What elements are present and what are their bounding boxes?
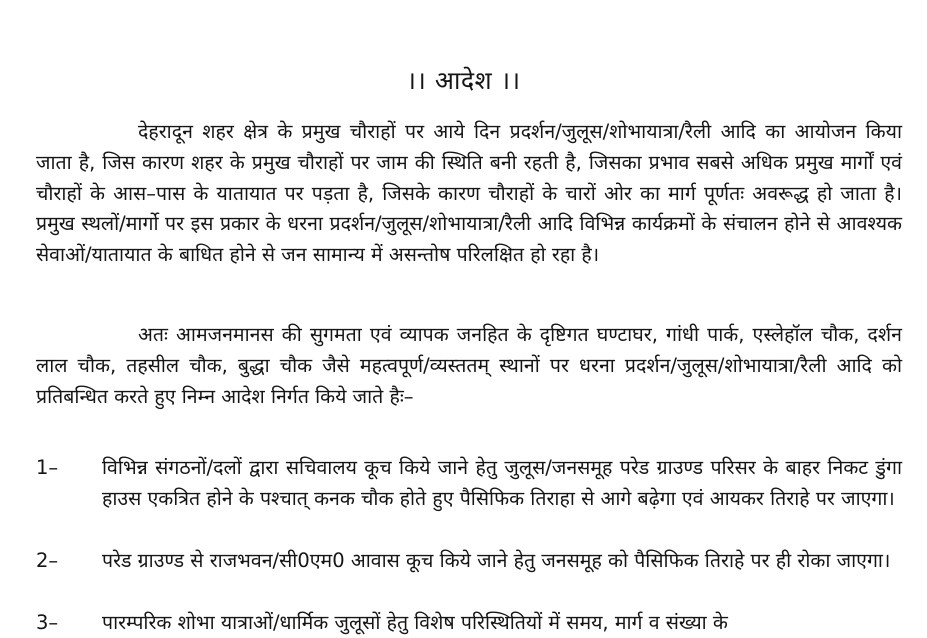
- order-item-number: 2–: [36, 549, 59, 572]
- order-item-text: परेड ग्राउण्ड से राजभवन/सी0एम0 आवास कूच किये जाने हेतु जनसमूह को पैसिफिक तिराहे पर ही रोका जाएगा।: [102, 549, 891, 572]
- order-item-text: पारम्परिक शोभा यात्राओं/धार्मिक जुलूसों हेतु विशेष परिस्थितियों में समय, मार्ग व संख्या के: [102, 611, 728, 634]
- paragraph-intro: देहरादून शहर क्षेत्र के प्रमुख चौराहों पर आये दिन प्रदर्शन/जुलूस/शोभायात्रा/रैली आदि का आयोजन किया जाता है, जिस कारण शहर के प्रमुख चौराहों पर जाम की स्थिति बनी रहती है, जिसका प्रभाव सबसे अधिक प्रमुख मार्गों एवं चौराहों के आस–पास के यातायात पर पड़ता है, जिसके कारण चौराहों के चारों ओर का मार्ग पूर्णतः अवरूद्ध हो जाता है। प्रमुख स्थलों/मार्गो पर इस प्रकार के धरना प्रदर्शन/जुलूस/शोभायात्रा/रैली आदि विभिन्न कार्यक्रमों के संचालन होने से आवश्यक सेवाओं/यातायात के बाधित होने से जन सामान्य में असन्तोष परिलक्षित हो रहा है।: [36, 120, 902, 267]
- document-title: ।। आदेश ।।: [406, 66, 521, 95]
- order-item-text: विभिन्न संगठनों/दलों द्वारा सचिवालय कूच किये जाने हेतु जुलूस/जनसमूह परेड ग्राउण्ड परिसर के बाहर निकट डुंगा हाउस एकत्रित होने के पश्चात् कनक चौक होते हुए पैसिफिक तिराहा से आगे बढ़ेगा एवं आयकर तिराहे पर जाएगा।: [102, 456, 902, 510]
- paragraph-order-basis: अतः आमजनमानस की सुगमता एवं व्यापक जनहित के दृष्टिगत घण्टाघर, गांधी पार्क, एस्लेहॉल चौक, दर्शन लाल चौक, तहसील चौक, बुद्धा चौक जैसे महत्वपूर्ण/व्यस्ततम् स्थानों पर धरना प्रदर्शन/जुलूस/शोभायात्रा/रैली आदि को प्रतिबन्धित करते हुए निम्न आदेश निर्गत किये जाते हैः–: [36, 323, 902, 408]
- order-item-number: 1–: [36, 456, 59, 479]
- order-item-number: 3–: [36, 611, 59, 634]
